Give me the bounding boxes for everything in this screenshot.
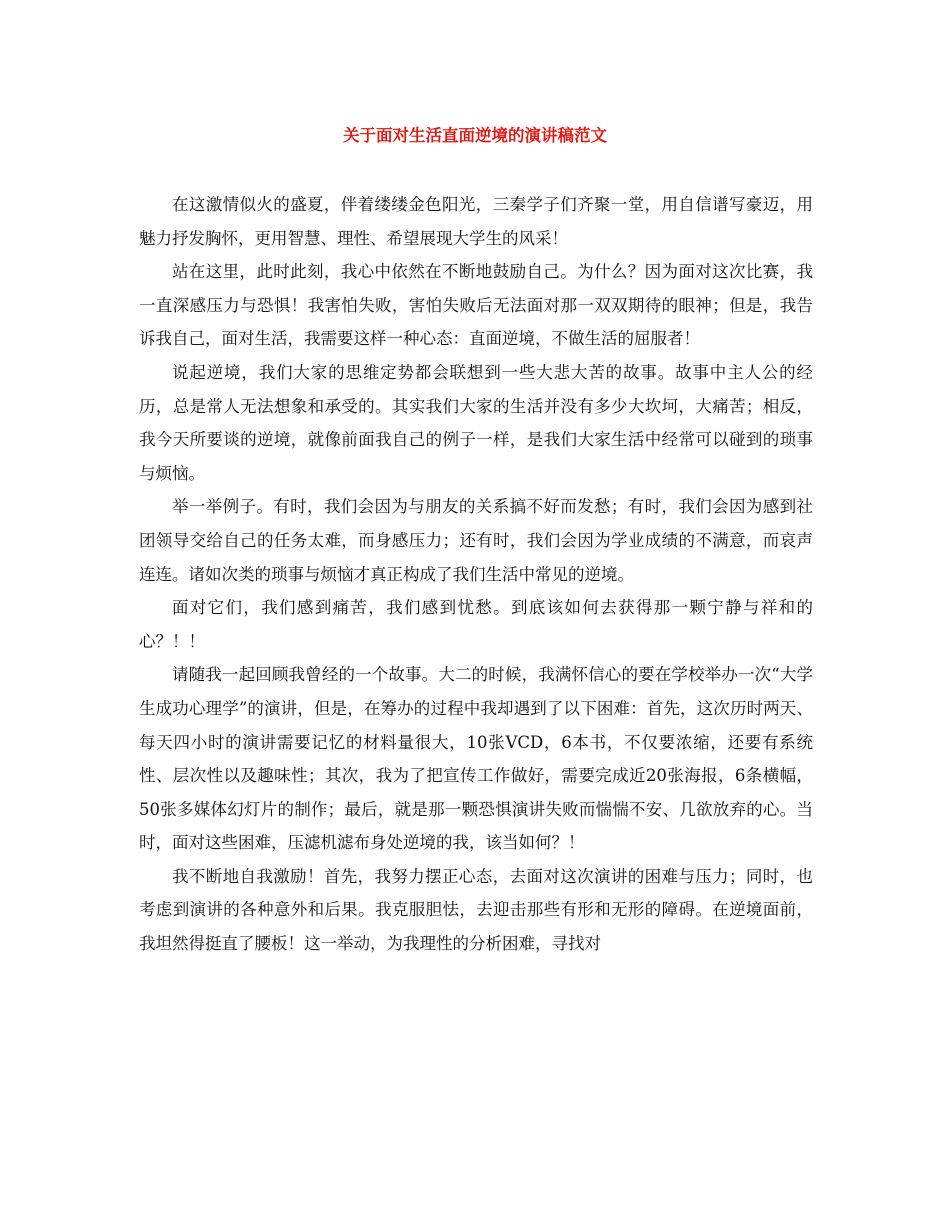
- paragraph: 我不断地自我激励！首先，我努力摆正心态，去面对这次演讲的困难与压力；同时，也考虑到演讲的各种意外和后果。我克服胆怯，去迎击那些有形和无形的障碍。在逆境面前，我坦然得挺直了腰板！这一举动，为我理性的分析困难，寻找对: [139, 866, 813, 954]
- document-body: [139, 188, 813, 961]
- paragraph: 举一举例子。有时，我们会因为与朋友的关系搞不好而发愁；有时，我们会因为感到社团领导交给自己的任务太难，而身感压力；还有时，我们会因为学业成绩的不满意，而哀声连连。诸如次类的琐事与烦恼才真正构成了我们生活中常见的逆境。: [139, 497, 813, 584]
- paragraph: 请随我一起回顾我曾经的一个故事。大二的时候，我满怀信心的要在学校举办一次“大学生成功心理学”的演讲，但是，在筹办的过程中我却遇到了以下困难：首先，这次历时两天、每天四小时的演讲需要记忆的材料量很大，10张VCD，6本书，不仅要浓缩，还要有系统性、层次性以及趣味性；其次，我为了把宣传工作做好，需要完成近20张海报，6条横幅，50张多媒体幻灯片的制作；最后，就是那一颗恐惧演讲失败而惴惴不安、几欲放弃的心。当时，面对这些困难，压滤机滤布身处逆境的我，该当如何？！: [139, 665, 813, 853]
- paragraph: 面对它们，我们感到痛苦，我们感到忧愁。到底该如何去获得那一颗宁静与祥和的心？！！: [139, 598, 813, 651]
- paragraph: 在这激情似火的盛夏，伴着缕缕金色阳光，三秦学子们齐聚一堂，用自信谱写豪迈，用魅力抒发胸怀，更用智慧、理性、希望展现大学生的风采！: [139, 195, 813, 248]
- document-title: 关于面对生活直面逆境的演讲稿范文: [343, 126, 607, 145]
- paragraph: 说起逆境，我们大家的思维定势都会联想到一些大悲大苦的故事。故事中主人公的经历，总是常人无法想象和承受的。其实我们大家的生活并没有多少大坎坷，大痛苦；相反，我今天所要谈的逆境，就像前面我自己的例子一样，是我们大家生活中经常可以碰到的琐事与烦恼。: [139, 362, 813, 483]
- paragraph: 站在这里，此时此刻，我心中依然在不断地鼓励自己。为什么？因为面对这次比赛，我一直深感压力与恐惧！我害怕失败，害怕失败后无法面对那一双双期待的眼神；但是，我告诉我自己，面对生活，我需要这样一种心态：直面逆境，不做生活的屈服者！: [139, 262, 813, 349]
